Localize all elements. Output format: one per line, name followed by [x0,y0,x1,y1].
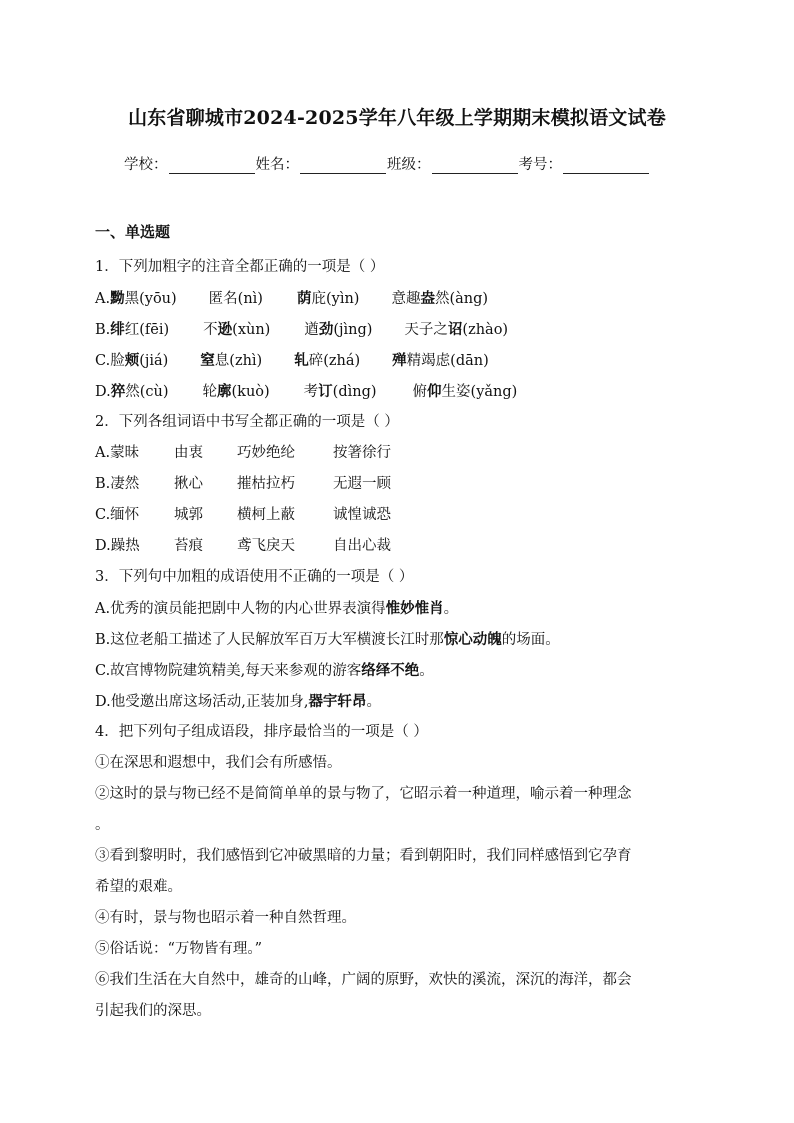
name-label: 姓名： [255,157,299,173]
q1-option-b: B.绯红(fēi) 不逊(xùn) 遒劲(jìng) 天子之诏(zhào) [95,321,509,338]
number-field [519,153,651,174]
q3-option-b: B.这位老船工描述了人民解放军百万大军横渡长江时那惊心动魄的场面。 [95,631,560,648]
student-info-line [124,153,674,174]
q2-option-d: D.躁热 苔痕 鸢飞戾天 自出心裁 [95,538,391,554]
number-blank[interactable] [563,157,649,174]
q2-option-a: A.蒙昧 由衷 巧妙绝纶 按箸徐行 [95,445,391,461]
school-blank[interactable] [169,157,255,174]
q4-sentence-2-tail: 。 [95,817,110,833]
section-heading: 一、单选题 [95,223,171,241]
q3-option-a: A.优秀的演员能把剧中人物的内心世界表演得惟妙惟肖。 [95,600,459,617]
school-label: 学校： [124,157,168,173]
q3-option-d: D.他受邀出席这场活动,正装加身,器宇轩昂。 [95,693,381,710]
q1-stem: 1．下列加粗字的注音全都正确的一项是（ ） [95,259,385,275]
q4-sentence-5: ⑤俗话说：“万物皆有理。” [95,941,263,957]
q2-option-c: C.缅怀 城郭 横柯上蔽 诚惶诚恐 [95,507,391,523]
class-label: 班级： [387,157,431,173]
q3-option-c: C.故宫博物院建筑精美,每天来参观的游客络绎不绝。 [95,662,434,679]
questions [95,252,694,1027]
q2-stem: 2．下列各组词语中书写全都正确的一项是（ ） [95,414,399,430]
number-label: 考号： [518,157,562,173]
q4-sentence-6: ⑥我们生活在大自然中，雄奇的山峰，广阔的原野，欢快的溪流，深沉的海洋，都会 [95,972,632,988]
q4-sentence-4: ④有时，景与物也昭示着一种自然哲理。 [95,910,356,926]
page-title: 山东省聊城市2024-2025学年八年级上学期期末模拟语文试卷 [128,107,666,129]
school-field [124,153,256,174]
q4-sentence-3: ③看到黎明时，我们感悟到它冲破黑暗的力量；看到朝阳时，我们同样感悟到它孕育 [95,848,632,864]
q2-option-b: B.凄然 揪心 摧枯拉朽 无遐一顾 [95,476,391,492]
class-blank[interactable] [432,157,518,174]
q4-sentence-2: ②这时的景与物已经不是简简单单的景与物了，它昭示着一种道理，喻示着一种理念 [95,786,632,802]
q4-sentence-1: ①在深思和遐想中，我们会有所感悟。 [95,755,342,771]
q4-sentence-6-tail: 引起我们的深思。 [95,1003,211,1019]
q4-stem: 4．把下列句子组成语段，排序最恰当的一项是（ ） [95,724,428,740]
q4-sentence-3-tail: 希望的艰难。 [95,879,182,895]
q3-stem: 3．下列句中加粗的成语使用不正确的一项是（ ） [95,569,414,585]
q1-option-a: A.黝黑(yōu) 匿名(nì) 荫庇(yìn) 意趣盎然(àng) [95,290,489,307]
name-blank[interactable] [300,157,386,174]
q1-option-d: D.猝然(cù) 轮廓(kuò) 考订(dìng) 俯仰生姿(yǎng) [95,383,518,400]
class-field [387,153,519,174]
name-field [256,153,388,174]
q1-option-c: C.脸颊(jiá) 窒息(zhì) 轧碎(zhá) 殚精竭虑(dān) [95,352,489,369]
